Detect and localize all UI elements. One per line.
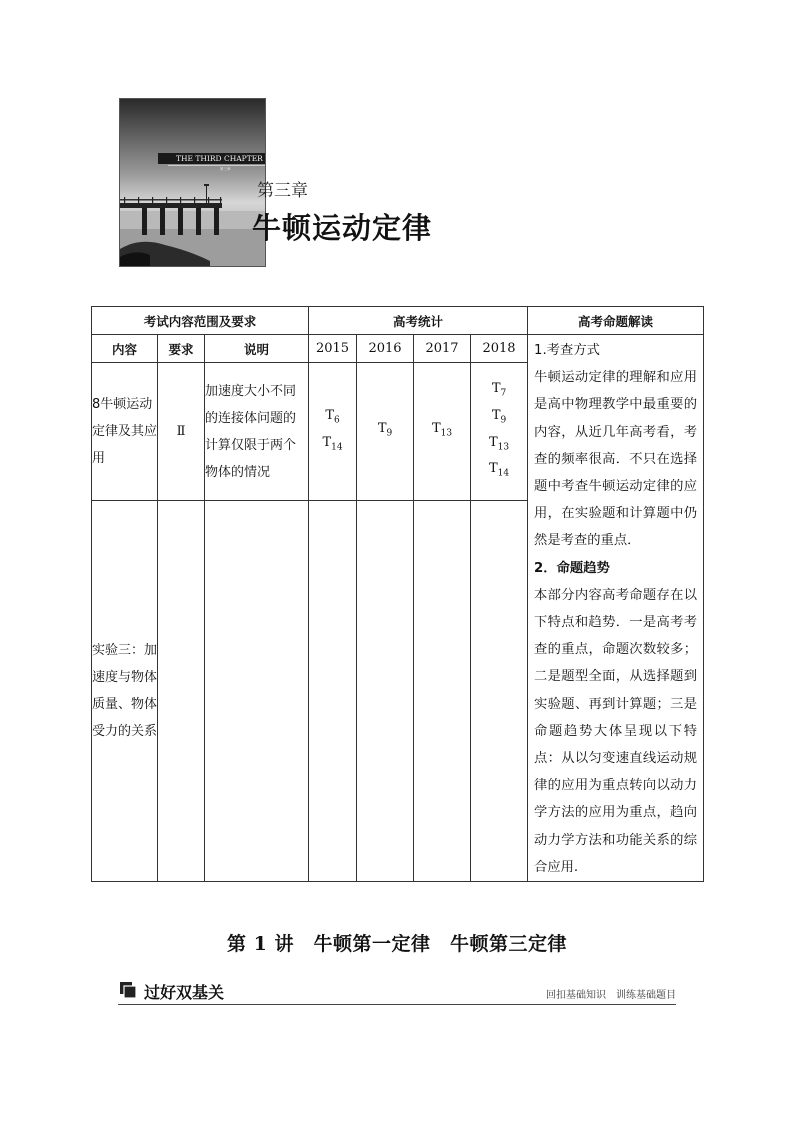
row2-note: [205, 501, 309, 882]
t-code: $T_{13}$: [431, 421, 453, 439]
header-requirement: 要求: [158, 335, 205, 363]
row2-2017: [414, 501, 471, 882]
cover-chapter-text: THE THIRD CHAPTER: [176, 154, 263, 163]
analysis-text-method: 牛顿运动定律的理解和应用是高中物理教学中最重要的内容，从近几年高考看，考查的频率很高．不只在选择题中考查牛顿运动定律的应用，在实验题和计算题中仍然是考查的重点．: [534, 370, 698, 549]
row2-2015: [309, 501, 357, 882]
analysis-heading-trend: 2．命题趋势: [534, 560, 610, 576]
header-content: 内容: [92, 335, 158, 363]
row2-content: 实验三：加速度与物体质量、物体受力的关系: [92, 501, 158, 882]
header-year-2018: 2018: [471, 335, 528, 363]
row1-content: 8牛顿运动定律及其应用: [92, 363, 158, 501]
row2-requirement: [158, 501, 205, 882]
section-square-icon: [120, 982, 136, 998]
chapter-cover-image: [119, 98, 266, 267]
row1-2016: [357, 363, 414, 501]
header-exam-analysis: 高考命题解读: [528, 307, 704, 335]
t-code: $T_{13}$: [488, 434, 510, 453]
header-note: 说明: [205, 335, 309, 363]
header-year-2016: 2016: [357, 335, 414, 363]
header-exam-statistics: 高考统计: [309, 307, 528, 335]
t-code: $T_7$: [491, 381, 507, 399]
chapter-title: 牛顿运动定律: [252, 211, 433, 245]
exam-analysis-cell: [528, 335, 704, 882]
row2-2018: [471, 501, 528, 882]
t-code: $T_9$: [377, 421, 393, 439]
row1-note: 加速度大小不同的连接体问题的计算仅限于两个物体的情况: [205, 363, 309, 501]
header-exam-scope: 考试内容范围及要求: [92, 307, 309, 335]
section-label: 过好双基关: [144, 983, 225, 1002]
t-code: $T_{14}$: [488, 461, 510, 479]
analysis-heading-method: 1.考查方式: [534, 343, 600, 358]
chapter-number: 第三章: [257, 181, 308, 201]
t-code: $T_9$: [491, 407, 507, 426]
row1-requirement: Ⅱ: [158, 363, 205, 501]
header-year-2017: 2017: [414, 335, 471, 363]
exam-overview-table: [91, 306, 704, 882]
table-group-header-row: [92, 307, 704, 335]
cover-small-text: 第三章: [220, 167, 231, 171]
row1-2015: [309, 363, 357, 501]
header-year-2015: 2015: [309, 335, 357, 363]
t-code: $T_{14}$: [322, 434, 343, 453]
t-code: $T_6$: [325, 407, 340, 426]
analysis-text-trend: 本部分内容高考命题存在以下特点和趋势．一是高考考查的重点，命题次数较多；二是题型全面，从选择题到实验题、再到计算题；三是命题趋势大体呈现以下特点：从以匀变速直线运动规律的应用为重点转向以动力学方法的应用为重点，趋向动力学方法和功能关系的综合应用.: [534, 587, 698, 875]
row1-2018: [471, 363, 528, 501]
section-header: [118, 980, 676, 1005]
row2-2016: [357, 501, 414, 882]
pier-photo: [120, 99, 265, 266]
lecture-title: 第 1 讲 牛顿第一定律 牛顿第三定律: [227, 933, 567, 955]
table-sub-header-row: [92, 335, 704, 363]
row1-2017: [414, 363, 471, 501]
section-subtitle: 回扣基础知识 训练基础题目: [546, 990, 676, 1001]
